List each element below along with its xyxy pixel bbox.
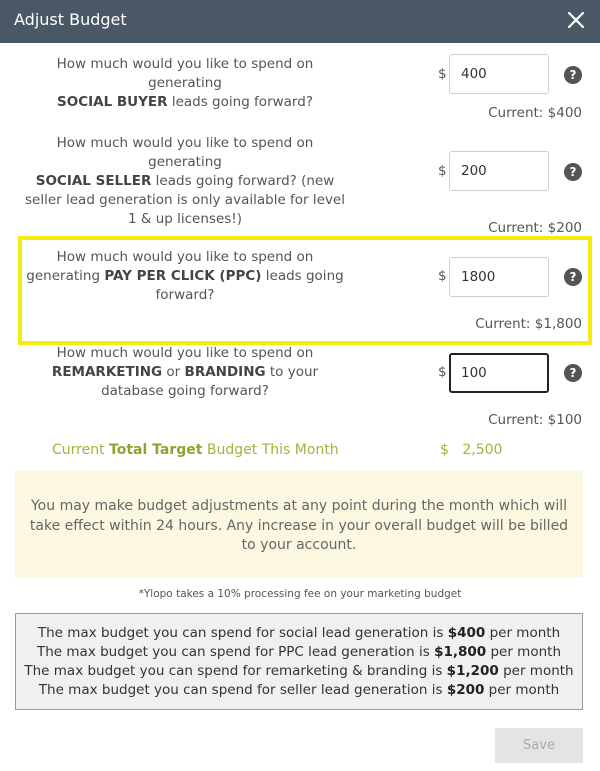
question-ppc bbox=[22, 248, 348, 305]
total-budget-value bbox=[440, 442, 502, 458]
question-social-seller bbox=[20, 134, 350, 229]
current-ppc: Current: $1,800 bbox=[475, 316, 582, 332]
max-text: per month bbox=[484, 682, 560, 698]
max-text: The max budget you can spend for social lead generation is bbox=[37, 625, 448, 641]
question-text: to your database going forward? bbox=[101, 364, 319, 399]
currency-symbol: $ bbox=[438, 66, 447, 82]
ppc-amount-input[interactable] bbox=[449, 257, 549, 297]
current-remarketing: Current: $100 bbox=[488, 412, 582, 428]
max-budget-line bbox=[16, 681, 582, 700]
question-bold: SOCIAL SELLER bbox=[35, 173, 152, 189]
total-label-bold: Total Target bbox=[109, 442, 203, 458]
remarketing-amount-input[interactable] bbox=[449, 353, 549, 393]
question-remarketing bbox=[20, 344, 350, 401]
question-text: How much would you like to spend on bbox=[56, 345, 314, 361]
max-text: The max budget you can spend for PPC lead generation is bbox=[37, 644, 435, 660]
total-budget-label bbox=[52, 442, 339, 458]
question-text: leads going forward? bbox=[155, 268, 344, 303]
social-buyer-amount-input[interactable] bbox=[449, 54, 549, 94]
max-text: The max budget you can spend for remarketing & branding is bbox=[24, 663, 447, 679]
currency-symbol: $ bbox=[440, 442, 449, 458]
max-budget-box bbox=[15, 613, 583, 710]
max-amount: $200 bbox=[446, 682, 485, 698]
question-bold: SOCIAL BUYER bbox=[57, 94, 168, 110]
help-icon[interactable]: ? bbox=[564, 268, 582, 286]
question-bold: BRANDING bbox=[184, 364, 266, 380]
question-bold: REMARKETING bbox=[51, 364, 163, 380]
max-budget-line bbox=[16, 662, 582, 681]
max-amount: $400 bbox=[447, 625, 486, 641]
question-text: or bbox=[162, 364, 185, 380]
question-text: How much would you like to spend on generating bbox=[56, 135, 314, 170]
help-icon[interactable]: ? bbox=[564, 163, 582, 181]
total-label-text: Current bbox=[52, 442, 110, 458]
currency-symbol: $ bbox=[438, 268, 447, 284]
question-text: leads going forward? (new seller lead generation is only available for level 1 & up licenses!) bbox=[25, 173, 345, 227]
max-budget-line bbox=[16, 624, 582, 643]
question-text: How much would you like to spend on generating bbox=[56, 56, 314, 91]
current-social-buyer: Current: $400 bbox=[488, 105, 582, 121]
dialog-titlebar bbox=[0, 0, 600, 43]
total-amount: 2,500 bbox=[462, 442, 503, 458]
save-button[interactable]: Save bbox=[495, 728, 583, 763]
max-text: The max budget you can spend for seller lead generation is bbox=[38, 682, 447, 698]
max-text: per month bbox=[486, 644, 561, 660]
currency-symbol: $ bbox=[438, 163, 447, 179]
max-amount: $1,200 bbox=[446, 663, 499, 679]
question-text: How much would you like to spend on generating bbox=[26, 249, 314, 284]
social-seller-amount-input[interactable] bbox=[449, 151, 549, 191]
help-icon[interactable]: ? bbox=[564, 66, 582, 84]
max-amount: $1,800 bbox=[434, 644, 487, 660]
budget-notice: You may make budget adjustments at any point during the month which will take effect within 24 hours. Any increase in your overall budget will be billed to your account. bbox=[15, 471, 583, 577]
current-social-seller: Current: $200 bbox=[488, 220, 582, 236]
question-bold: PAY PER CLICK (PPC) bbox=[104, 268, 262, 284]
currency-symbol: $ bbox=[438, 364, 447, 380]
max-text: per month bbox=[485, 625, 561, 641]
close-icon[interactable] bbox=[564, 8, 588, 32]
question-social-buyer bbox=[20, 55, 350, 112]
processing-fee-note: *Ylopo takes a 10% processing fee on your marketing budget bbox=[138, 588, 462, 600]
question-text: leads going forward? bbox=[167, 94, 313, 110]
max-text: per month bbox=[498, 663, 574, 679]
total-label-text: Budget This Month bbox=[202, 442, 339, 458]
help-icon[interactable]: ? bbox=[564, 364, 582, 382]
max-budget-line bbox=[16, 643, 582, 662]
dialog-title: Adjust Budget bbox=[14, 10, 127, 29]
